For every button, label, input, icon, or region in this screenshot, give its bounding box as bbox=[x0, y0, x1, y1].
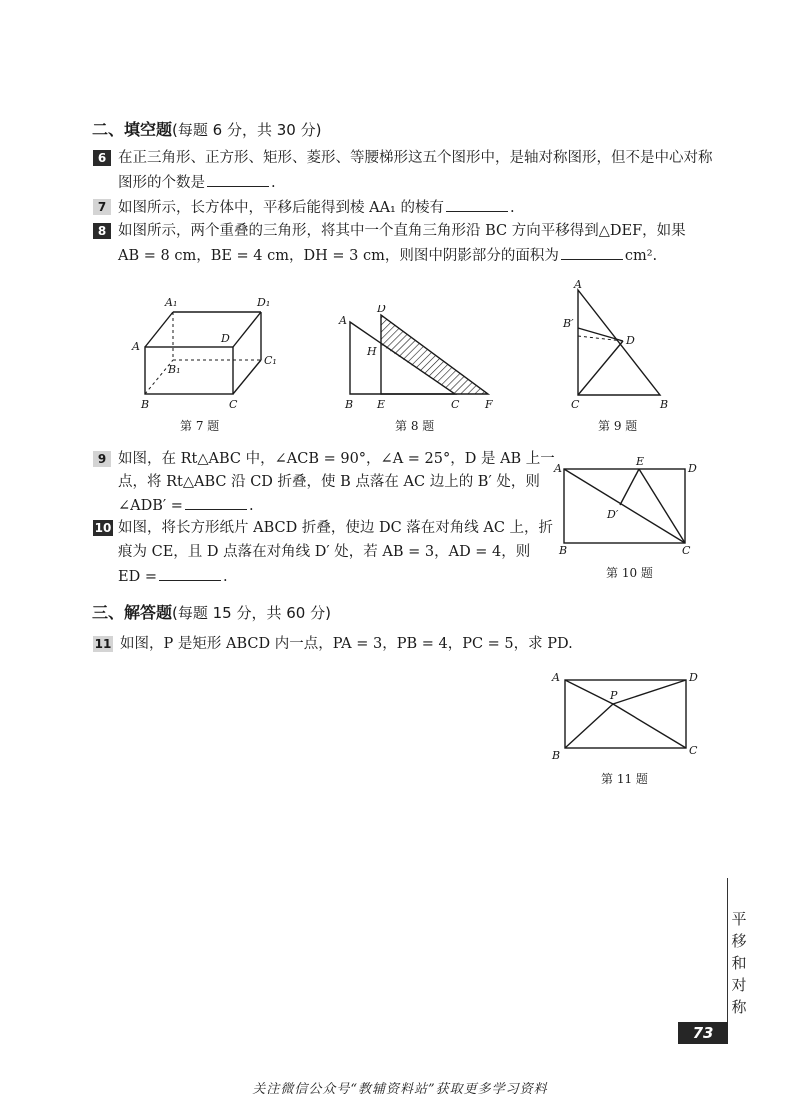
question-number-8: 8 bbox=[93, 223, 111, 239]
q10-text: ED = bbox=[118, 569, 157, 585]
label-C: C bbox=[229, 398, 238, 411]
section-note: (每题 6 分，共 30 分) bbox=[172, 121, 322, 139]
label-D-prime: D′ bbox=[607, 508, 619, 521]
label-C: C bbox=[571, 398, 580, 411]
question-number-9: 9 bbox=[93, 451, 111, 467]
question-number-6: 6 bbox=[93, 150, 111, 166]
label-C: C bbox=[682, 544, 691, 557]
section-title: 三、解答题 bbox=[92, 603, 173, 622]
side-tab-char-1: 平 bbox=[731, 910, 747, 928]
q6-line1: 在正三角形、正方形、矩形、菱形、等腰梯形这五个图形中，是轴对称图形，但不是中心对称 bbox=[118, 150, 713, 166]
side-tab-char-5: 称 bbox=[731, 998, 747, 1016]
label-C: C bbox=[451, 398, 460, 411]
q10-period: . bbox=[222, 569, 228, 585]
q10-line1: 如图，将长方形纸片 ABCD 折叠，使边 DC 落在对角线 AC 上，折 bbox=[118, 520, 554, 536]
label-P: P bbox=[610, 689, 618, 702]
figure-7-caption: 第 7 题 bbox=[180, 419, 220, 433]
side-tab-rule bbox=[727, 878, 728, 1043]
label-B: B bbox=[660, 398, 669, 411]
label-F: F bbox=[485, 398, 493, 411]
q9-line3 bbox=[118, 495, 254, 516]
figure-7-cuboid bbox=[125, 290, 285, 415]
q9-text: ∠ADB′ = bbox=[118, 498, 183, 514]
figure-9-caption: 第 9 题 bbox=[598, 419, 638, 433]
label-B-prime: B′ bbox=[563, 317, 574, 330]
answer-blank bbox=[159, 566, 221, 581]
answer-blank bbox=[561, 245, 623, 260]
side-tab-char-2: 移 bbox=[731, 932, 747, 950]
q9-period: . bbox=[248, 498, 254, 514]
section-title: 二、填空题 bbox=[92, 120, 173, 139]
q11-line: 如图，P 是矩形 ABCD 内一点，PA = 3，PB = 4，PC = 5，求 PD. bbox=[120, 636, 573, 652]
label-H: H bbox=[367, 345, 377, 358]
page-number: 73 bbox=[678, 1022, 728, 1044]
figure-11-rectangle-point bbox=[545, 668, 715, 768]
q7-period: . bbox=[509, 200, 515, 216]
label-A: A bbox=[552, 671, 560, 684]
figure-10-caption: 第 10 题 bbox=[606, 566, 653, 580]
q9-line2: 点，将 Rt△ABC 沿 CD 折叠，使 B 点落在 AC 边上的 B′ 处，则 bbox=[118, 474, 540, 490]
figure-10-rectangle-fold bbox=[550, 455, 720, 560]
label-A1: A₁ bbox=[165, 296, 178, 309]
label-A: A bbox=[132, 340, 140, 353]
label-C: C bbox=[689, 744, 698, 757]
side-tab-char-4: 对 bbox=[731, 976, 747, 994]
section-heading-answer bbox=[92, 600, 331, 623]
footer-watermark: 关注微信公众号“教辅资料站”获取更多学习资料 bbox=[252, 1082, 548, 1097]
answer-blank bbox=[446, 197, 508, 212]
label-D: D bbox=[688, 462, 697, 475]
question-number-10: 10 bbox=[94, 521, 112, 535]
q8-line2 bbox=[118, 245, 657, 266]
q9-line1: 如图，在 Rt△ABC 中，∠ACB = 90°，∠A = 25°，D 是 AB 上一 bbox=[118, 451, 555, 467]
q6-period: . bbox=[271, 175, 276, 191]
label-B: B bbox=[141, 398, 150, 411]
q8-text: AB = 8 cm，BE = 4 cm，DH = 3 cm，则图中阴影部分的面积为 bbox=[118, 248, 559, 264]
label-E: E bbox=[377, 398, 386, 411]
section-note: (每题 15 分，共 60 分) bbox=[172, 604, 331, 622]
q7-text: 如图所示，长方体中，平移后能得到棱 AA₁ 的棱有 bbox=[118, 200, 444, 216]
q10-line2: 痕为 CE，且 D 点落在对角线 D′ 处，若 AB = 3，AD = 4，则 bbox=[118, 544, 531, 560]
label-C1: C₁ bbox=[264, 354, 277, 367]
section-heading-fill-blank bbox=[92, 117, 321, 140]
label-B: B bbox=[345, 398, 354, 411]
q6-text: 图形的个数是 bbox=[118, 175, 205, 191]
q8-line1: 如图所示，两个重叠的三角形，将其中一个直角三角形沿 BC 方向平移得到△DEF，如果 bbox=[118, 223, 686, 239]
answer-blank bbox=[185, 495, 247, 510]
label-E: E bbox=[636, 455, 645, 468]
label-B1: B₁ bbox=[168, 363, 181, 376]
label-B: B bbox=[552, 749, 561, 762]
q8-unit: cm². bbox=[624, 248, 658, 264]
figure-9-fold bbox=[560, 278, 680, 413]
question-number-11: 11 bbox=[94, 637, 112, 651]
label-D1: D₁ bbox=[257, 296, 271, 309]
label-A: A bbox=[554, 462, 562, 475]
q10-line3 bbox=[118, 566, 228, 587]
figure-8-triangles bbox=[330, 305, 500, 415]
figure-11-caption: 第 11 题 bbox=[601, 772, 648, 786]
figure-8-caption: 第 8 题 bbox=[395, 419, 435, 433]
q6-line2 bbox=[118, 172, 276, 193]
label-B: B bbox=[559, 544, 568, 557]
label-D: D bbox=[221, 332, 230, 345]
question-number-7: 7 bbox=[93, 199, 111, 215]
side-tab-char-3: 和 bbox=[731, 954, 747, 972]
q7-line bbox=[118, 197, 515, 218]
label-D: D bbox=[377, 305, 386, 315]
label-D: D bbox=[626, 334, 635, 347]
answer-blank bbox=[207, 172, 269, 187]
label-A: A bbox=[339, 314, 347, 327]
label-A: A bbox=[574, 278, 582, 291]
label-D: D bbox=[689, 671, 698, 684]
